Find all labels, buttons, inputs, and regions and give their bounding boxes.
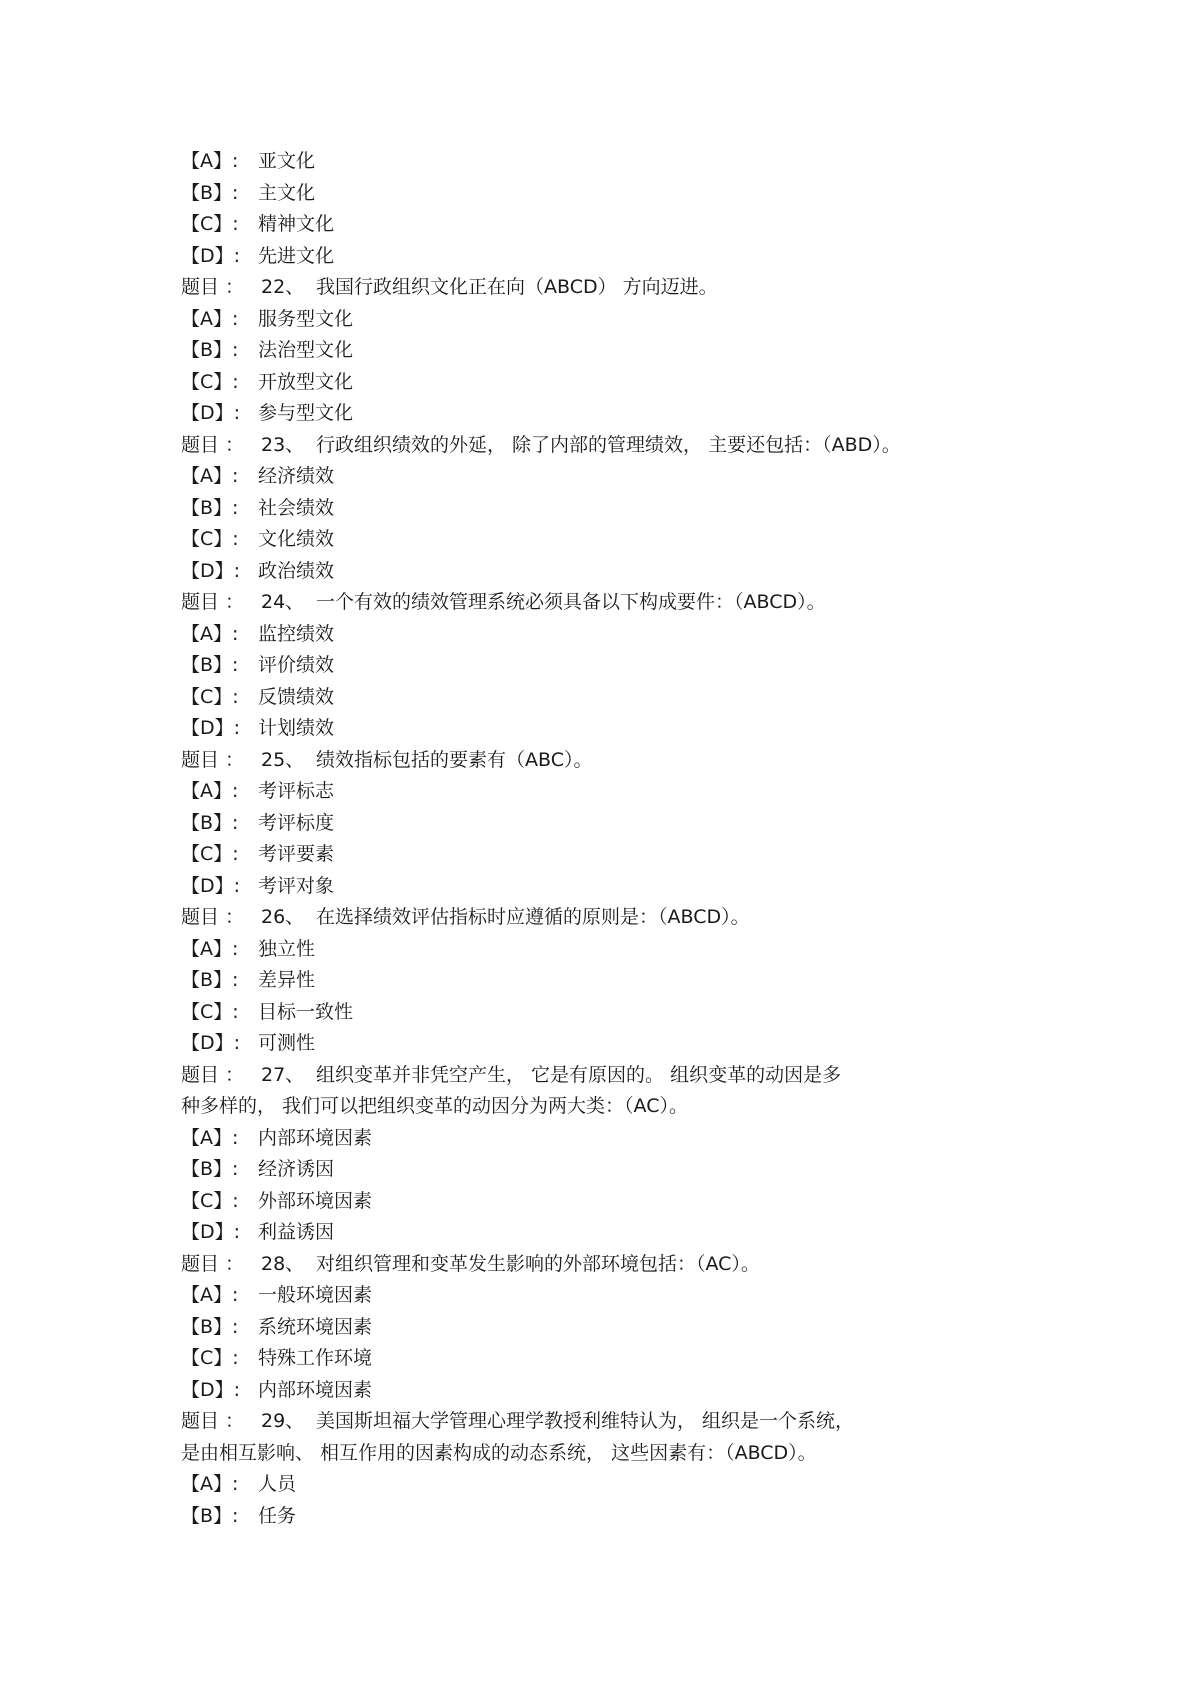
option-row (181, 178, 1041, 210)
option-label: 【C】: (181, 1189, 239, 1212)
option-row (181, 335, 1041, 367)
option-row (181, 209, 1041, 241)
option-text: 经济绩效 (258, 465, 335, 487)
question-text: 行政组织绩效的外延， 除了内部的管理绩效， 主要还包括：（ABD）。 (316, 433, 901, 456)
option-label: 【C】: (181, 685, 239, 708)
option-label: 【B】: (181, 811, 239, 834)
option-row (181, 713, 1041, 745)
option-row (181, 776, 1041, 808)
option-text: 独立性 (258, 937, 316, 960)
option-row (181, 1501, 1041, 1533)
question-number: 28、 (261, 1252, 305, 1275)
option-label: 【D】: (181, 559, 241, 582)
option-row (181, 808, 1041, 840)
option-text: 利益诱因 (258, 1221, 335, 1243)
option-text: 系统环境因素 (258, 1315, 373, 1338)
option-label: 【D】: (181, 402, 241, 424)
option-label: 【C】: (181, 843, 239, 865)
option-text: 考评标度 (258, 811, 335, 834)
question-number: 23、 (261, 433, 305, 456)
question-text: 对组织管理和变革发生影响的外部环境包括：（AC）。 (316, 1252, 760, 1275)
option-row (181, 997, 1041, 1029)
question-number: 25、 (261, 748, 305, 771)
option-row (181, 493, 1041, 525)
option-text: 考评对象 (258, 874, 335, 897)
option-text: 主文化 (258, 181, 316, 204)
question-text: 是由相互影响、 相互作用的因素构成的动态系统， 这些因素有：（ABCD）。 (181, 1441, 817, 1464)
option-label: 【C】: (181, 370, 239, 393)
document-body (181, 146, 1041, 1532)
option-text: 精神文化 (258, 213, 335, 235)
option-label: 【A】: (181, 465, 239, 487)
option-label: 【A】: (181, 622, 239, 645)
question-text: 组织变革并非凭空产生， 它是有原因的。 组织变革的动因是多 (316, 1063, 842, 1086)
question-line (181, 430, 1041, 462)
question-line (181, 1406, 1041, 1438)
option-text: 考评标志 (258, 780, 335, 802)
option-row (181, 398, 1041, 430)
option-label: 【D】: (181, 717, 241, 739)
option-text: 外部环境因素 (258, 1189, 373, 1212)
question-line (181, 1249, 1041, 1281)
question-line (181, 587, 1041, 619)
question-prefix: 题目 ： (181, 906, 245, 928)
option-text: 开放型文化 (258, 370, 354, 393)
option-row (181, 241, 1041, 273)
option-text: 先进文化 (258, 244, 335, 267)
option-text: 可测性 (258, 1032, 316, 1054)
option-row (181, 146, 1041, 178)
question-prefix: 题目 ： (181, 591, 245, 613)
option-row (181, 839, 1041, 871)
option-text: 文化绩效 (258, 528, 335, 550)
question-line (181, 272, 1041, 304)
option-label: 【A】: (181, 307, 239, 330)
option-text: 任务 (258, 1504, 297, 1527)
question-text: 种多样的， 我们可以把组织变革的动因分为两大类：（AC）。 (181, 1095, 688, 1117)
option-text: 亚文化 (258, 150, 316, 172)
option-text: 目标一致性 (258, 1000, 354, 1023)
option-row (181, 1469, 1041, 1501)
option-label: 【B】: (181, 1315, 239, 1338)
question-number: 26、 (261, 906, 305, 928)
question-line-continued (181, 1438, 1041, 1470)
question-text: 我国行政组织文化正在向（ABCD） 方向迈进。 (316, 276, 718, 298)
option-text: 一般环境因素 (258, 1284, 373, 1306)
option-label: 【D】: (181, 874, 241, 897)
question-prefix: 题目 ： (181, 748, 245, 771)
option-text: 内部环境因素 (258, 1126, 373, 1149)
question-line-continued (181, 1091, 1041, 1123)
question-line (181, 902, 1041, 934)
question-number: 24、 (261, 591, 305, 613)
option-text: 法治型文化 (258, 339, 354, 361)
question-text: 在选择绩效评估指标时应遵循的原则是：（ABCD）。 (316, 906, 750, 928)
option-label: 【C】: (181, 213, 239, 235)
option-label: 【A】: (181, 1473, 239, 1495)
option-text: 参与型文化 (258, 402, 354, 424)
question-number: 29、 (261, 1410, 305, 1432)
option-label: 【A】: (181, 780, 239, 802)
option-label: 【C】: (181, 1000, 239, 1023)
option-text: 计划绩效 (258, 717, 335, 739)
option-row (181, 934, 1041, 966)
option-text: 考评要素 (258, 843, 335, 865)
option-label: 【D】: (181, 244, 241, 267)
option-label: 【B】: (181, 339, 239, 361)
question-prefix: 题目 ： (181, 1063, 245, 1086)
option-row (181, 556, 1041, 588)
option-row (181, 1375, 1041, 1407)
option-text: 人员 (258, 1473, 297, 1495)
option-text: 服务型文化 (258, 307, 354, 330)
question-number: 22、 (261, 276, 305, 298)
option-row (181, 1154, 1041, 1186)
option-text: 差异性 (258, 969, 316, 991)
option-row (181, 367, 1041, 399)
option-label: 【C】: (181, 528, 239, 550)
option-row (181, 1217, 1041, 1249)
option-text: 监控绩效 (258, 622, 335, 645)
option-row (181, 1280, 1041, 1312)
option-label: 【B】: (181, 969, 239, 991)
option-label: 【D】: (181, 1032, 241, 1054)
option-label: 【A】: (181, 1126, 239, 1149)
option-label: 【D】: (181, 1378, 241, 1401)
question-number: 27、 (261, 1063, 305, 1086)
option-label: 【B】: (181, 181, 239, 204)
option-text: 评价绩效 (258, 654, 335, 676)
option-row (181, 461, 1041, 493)
question-prefix: 题目 ： (181, 276, 245, 298)
option-row (181, 304, 1041, 336)
question-line (181, 1060, 1041, 1092)
option-label: 【D】: (181, 1221, 241, 1243)
option-row (181, 1028, 1041, 1060)
question-prefix: 题目 ： (181, 1410, 245, 1432)
option-label: 【B】: (181, 1158, 239, 1180)
question-text: 美国斯坦福大学管理心理学教授利维特认为， 组织是一个系统， (316, 1410, 855, 1432)
question-text: 一个有效的绩效管理系统必须具备以下构成要件：（ABCD）。 (316, 591, 826, 613)
option-row (181, 871, 1041, 903)
option-label: 【A】: (181, 150, 239, 172)
option-row (181, 1343, 1041, 1375)
option-row (181, 650, 1041, 682)
question-prefix: 题目 ： (181, 1252, 245, 1275)
option-text: 社会绩效 (258, 496, 335, 519)
option-row (181, 1123, 1041, 1155)
option-label: 【B】: (181, 1504, 239, 1527)
option-label: 【C】: (181, 1347, 239, 1369)
option-text: 政治绩效 (258, 559, 335, 582)
option-row (181, 1186, 1041, 1218)
option-text: 特殊工作环境 (258, 1347, 373, 1369)
question-line (181, 745, 1041, 777)
option-row (181, 1312, 1041, 1344)
question-text: 绩效指标包括的要素有（ABC）。 (316, 748, 593, 771)
question-prefix: 题目 ： (181, 433, 245, 456)
option-text: 反馈绩效 (258, 685, 335, 708)
option-row (181, 524, 1041, 556)
option-label: 【A】: (181, 937, 239, 960)
option-row (181, 682, 1041, 714)
option-label: 【B】: (181, 654, 239, 676)
option-label: 【B】: (181, 496, 239, 519)
option-text: 内部环境因素 (258, 1378, 373, 1401)
option-row (181, 965, 1041, 997)
option-row (181, 619, 1041, 651)
option-label: 【A】: (181, 1284, 239, 1306)
option-text: 经济诱因 (258, 1158, 335, 1180)
